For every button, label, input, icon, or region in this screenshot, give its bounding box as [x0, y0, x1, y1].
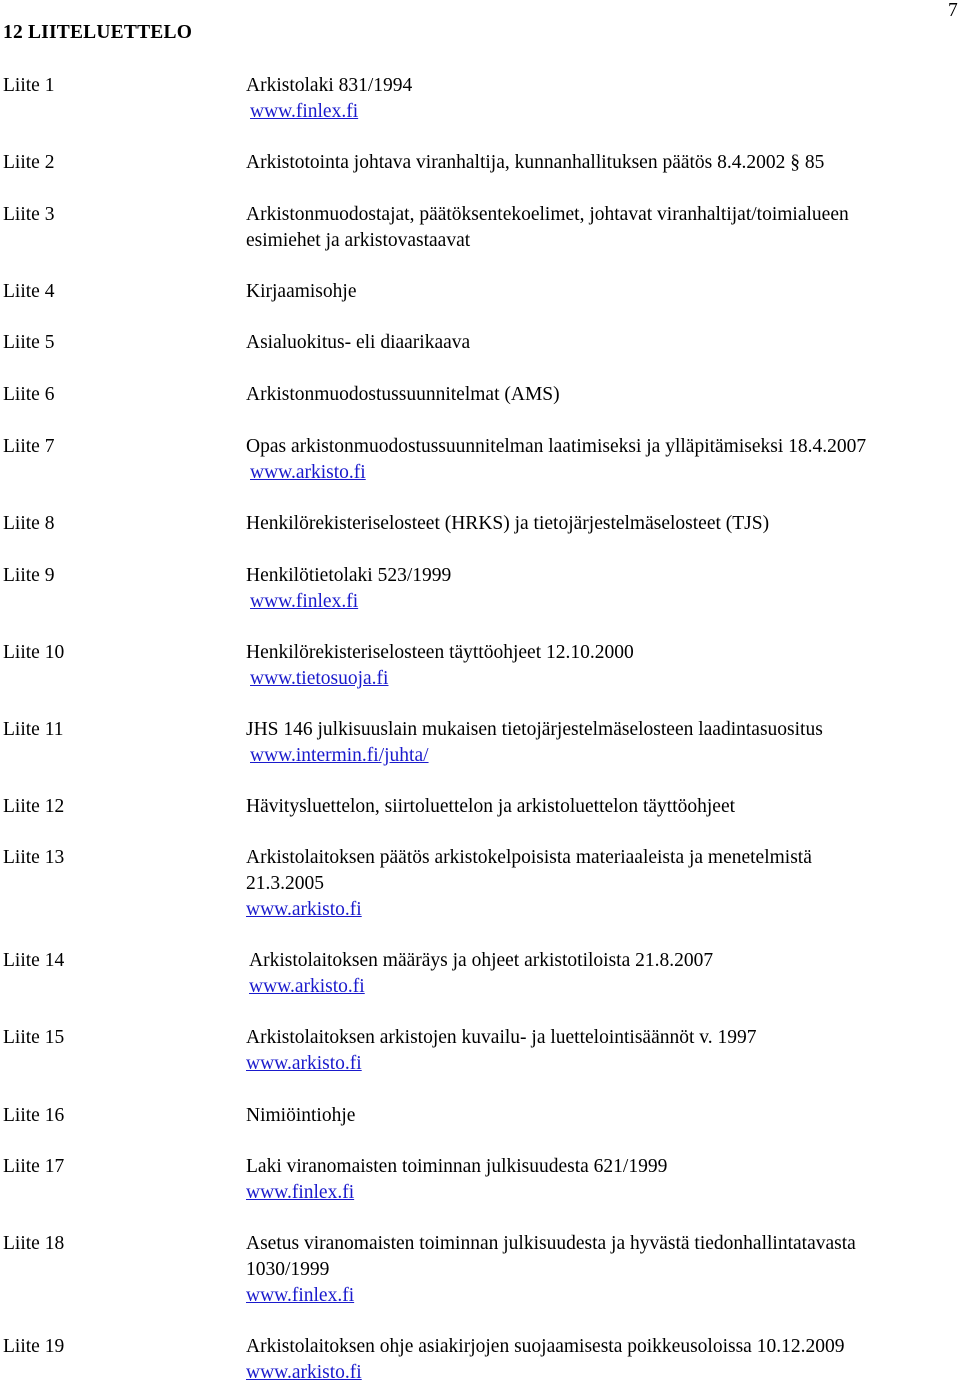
appendix-label: Liite 16: [3, 1105, 65, 1126]
appendix-title: Kirjaamisohje: [246, 281, 357, 302]
appendix-link[interactable]: www.tietosuoja.fi: [250, 668, 389, 689]
appendix-title: Arkistolaitoksen ohje asiakirjojen suojaamisesta poikkeusoloissa 10.12.2009: [246, 1336, 845, 1357]
appendix-label: Liite 4: [3, 281, 55, 302]
page-number: 7: [948, 0, 958, 21]
appendix-title: Hävitysluettelon, siirtoluettelon ja arkistoluettelon täyttöohjeet: [246, 796, 736, 817]
appendix-label: Liite 1: [3, 75, 55, 96]
appendix-title-continued: 21.3.2005: [246, 873, 324, 894]
appendix-link[interactable]: www.arkisto.fi: [249, 976, 365, 997]
appendix-label: Liite 11: [3, 719, 64, 740]
appendix-label: Liite 17: [3, 1156, 65, 1177]
appendix-link[interactable]: www.arkisto.fi: [246, 1053, 362, 1074]
appendix-title: JHS 146 julkisuuslain mukaisen tietojärjestelmäselosteen laadintasuositus: [246, 719, 823, 740]
appendix-link[interactable]: www.finlex.fi: [250, 591, 359, 612]
appendix-label: Liite 2: [3, 152, 55, 173]
appendix-title: Arkistonmuodostussuunnitelmat (AMS): [246, 384, 560, 405]
appendix-label: Liite 9: [3, 565, 55, 586]
appendix-title: Laki viranomaisten toiminnan julkisuudesta 621/1999: [246, 1156, 668, 1177]
section-heading: 12 LIITELUETTELO: [3, 22, 193, 43]
appendix-link[interactable]: www.arkisto.fi: [246, 899, 362, 920]
appendix-link[interactable]: www.finlex.fi: [250, 101, 359, 122]
appendix-label: Liite 10: [3, 642, 65, 663]
appendix-title: Arkistolaki 831/1994: [246, 75, 413, 96]
appendix-link[interactable]: www.intermin.fi/juhta/: [250, 745, 429, 766]
appendix-title: Nimiöintiohje: [246, 1105, 356, 1126]
appendix-label: Liite 7: [3, 436, 55, 457]
appendix-title: Arkistolaitoksen arkistojen kuvailu- ja luettelointisäännöt v. 1997: [246, 1027, 757, 1048]
appendix-title: Arkistotointa johtava viranhaltija, kunnanhallituksen päätös 8.4.2002 § 85: [246, 152, 825, 173]
appendix-label: Liite 6: [3, 384, 55, 405]
appendix-label: Liite 13: [3, 847, 65, 868]
appendix-label: Liite 8: [3, 513, 55, 534]
appendix-title: Arkistolaitoksen päätös arkistokelpoisista materiaaleista ja menetelmistä: [246, 847, 812, 868]
appendix-label: Liite 18: [3, 1233, 65, 1254]
appendix-title: Opas arkistonmuodostussuunnitelman laatimiseksi ja ylläpitämiseksi 18.4.2007: [246, 436, 867, 457]
appendix-link[interactable]: www.finlex.fi: [246, 1182, 355, 1203]
appendix-title: Asetus viranomaisten toiminnan julkisuudesta ja hyvästä tiedonhallintatavasta: [246, 1233, 856, 1254]
appendix-link[interactable]: www.arkisto.fi: [246, 1362, 362, 1383]
appendix-title: Henkilörekisteriselosteen täyttöohjeet 12.10.2000: [246, 642, 634, 663]
appendix-title-continued: esimiehet ja arkistovastaavat: [246, 230, 471, 251]
appendix-link[interactable]: www.arkisto.fi: [250, 462, 366, 483]
appendix-title: Henkilötietolaki 523/1999: [246, 565, 452, 586]
appendix-label: Liite 15: [3, 1027, 65, 1048]
appendix-label: Liite 14: [3, 950, 65, 971]
appendix-label: Liite 3: [3, 204, 55, 225]
appendix-title-continued: 1030/1999: [246, 1259, 330, 1280]
appendix-link[interactable]: www.finlex.fi: [246, 1285, 355, 1306]
appendix-title: Asialuokitus- eli diaarikaava: [246, 332, 471, 353]
appendix-label: Liite 5: [3, 332, 55, 353]
appendix-title: Arkistonmuodostajat, päätöksentekoelimet, johtavat viranhaltijat/toimialueen: [246, 204, 849, 225]
appendix-label: Liite 12: [3, 796, 65, 817]
appendix-label: Liite 19: [3, 1336, 65, 1357]
appendix-title: Henkilörekisteriselosteet (HRKS) ja tietojärjestelmäselosteet (TJS): [246, 513, 770, 534]
appendix-title: Arkistolaitoksen määräys ja ohjeet arkistotiloista 21.8.2007: [249, 950, 714, 971]
